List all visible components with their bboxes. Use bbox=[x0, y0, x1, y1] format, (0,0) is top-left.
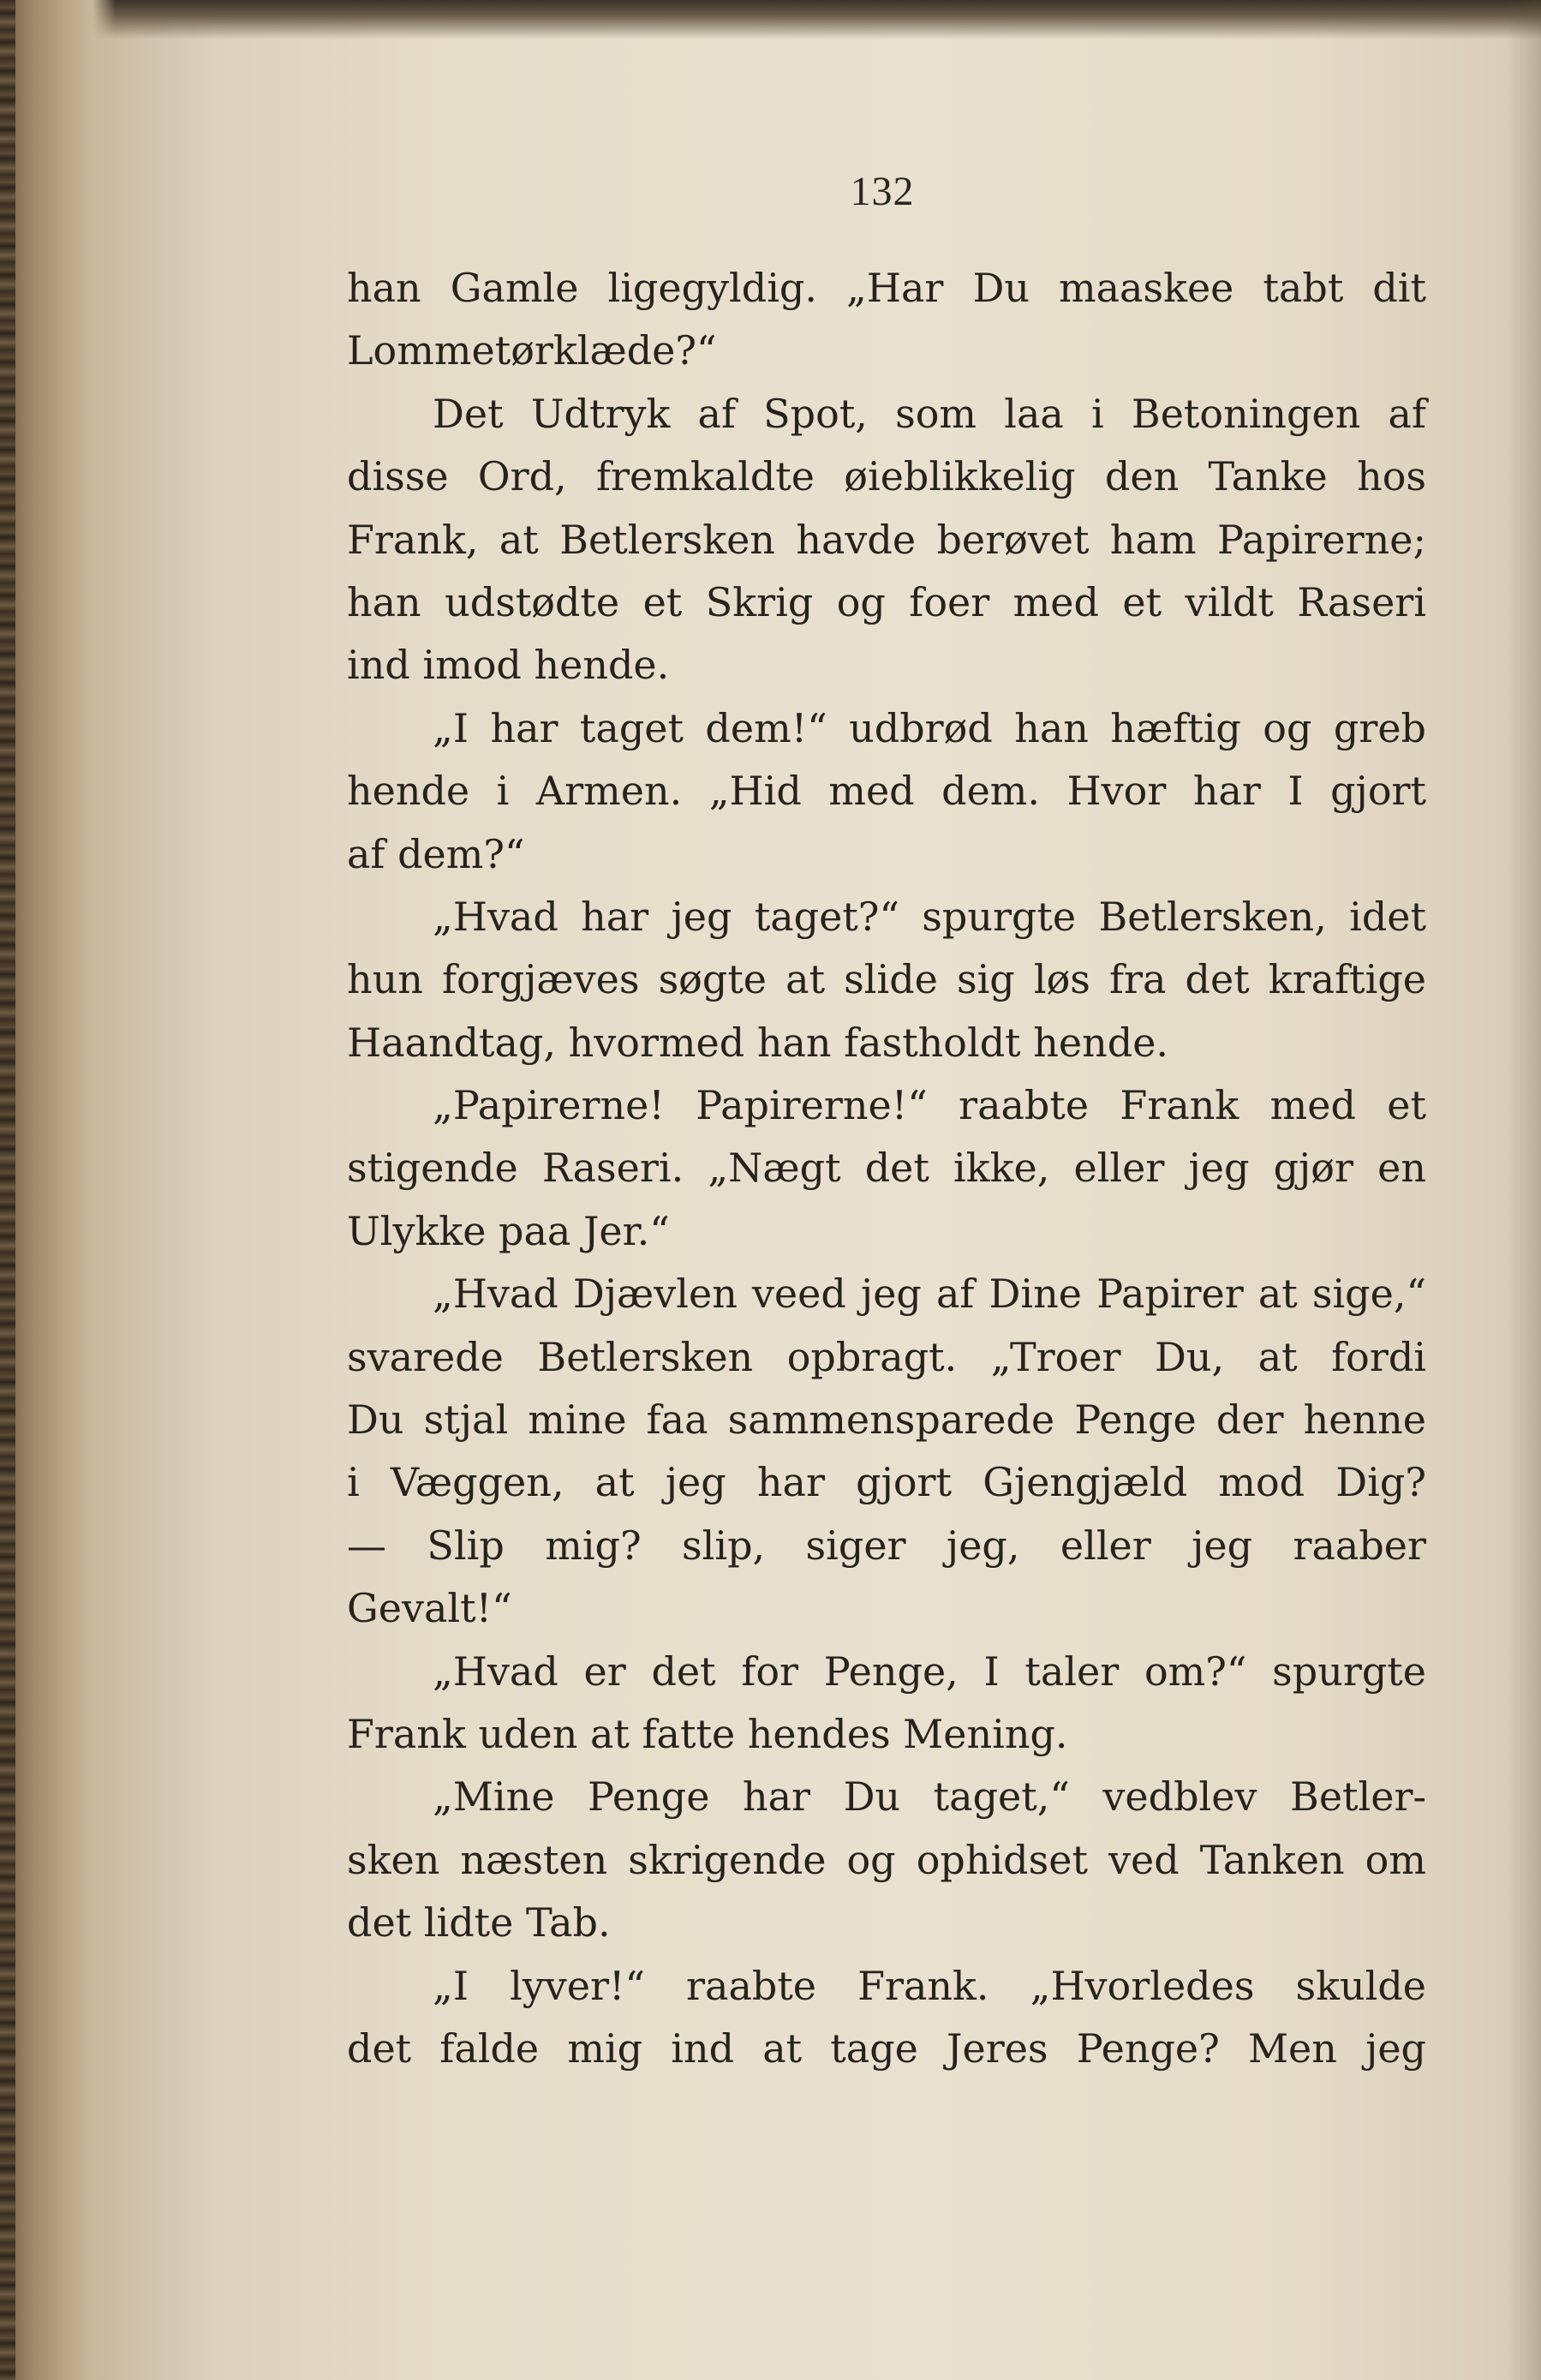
text-line: „I lyver!“ raabte Frank. „Hvorledes skulde bbox=[433, 1962, 1426, 2009]
text-line: svarede Betlersken opbragt. „Troer Du, at fordi bbox=[347, 1333, 1426, 1380]
text-line: Haandtag, hvormed han fastholdt hende. bbox=[347, 1019, 1169, 1066]
text-line: „Hvad er det for Penge, I taler om?“ spurgte bbox=[433, 1647, 1426, 1695]
text-line: „Mine Penge har Du taget,“ vedblev Betler- bbox=[433, 1773, 1426, 1821]
text-line: disse Ord, fremkaldte øieblikkelig den Tanke hos bbox=[347, 453, 1426, 500]
text-line: ind imod hende. bbox=[347, 642, 670, 689]
text-line: „I har taget dem!“ udbrød han hæftig og greb bbox=[433, 704, 1426, 751]
text-line: af dem?“ bbox=[347, 830, 525, 877]
text-line: „Papirerne! Papirerne!“ raabte Frank med et bbox=[433, 1082, 1426, 1129]
text-line: — Slip mig? slip, siger jeg, eller jeg raaber bbox=[347, 1522, 1426, 1569]
text-line: stigende Raseri. „Nægt det ikke, eller jeg gjør en bbox=[347, 1145, 1426, 1192]
text-line: Frank, at Betlersken havde berøvet ham Papirerne; bbox=[347, 516, 1426, 563]
text-line: „Hvad har jeg taget?“ spurgte Betlersken, idet bbox=[433, 893, 1426, 940]
text-line: i Væggen, at jeg har gjort Gjengjæld mod Dig? bbox=[347, 1459, 1426, 1506]
book-spine-gutter bbox=[0, 0, 116, 2380]
text-line: sken næsten skrigende og ophidset ved Tanken om bbox=[347, 1836, 1426, 1883]
text-line: „Hvad Djævlen veed jeg af Dine Papirer at sige,“ bbox=[433, 1271, 1426, 1318]
text-line: hende i Armen. „Hid med dem. Hvor har I gjort bbox=[347, 768, 1426, 815]
page-top-shadow bbox=[0, 0, 1541, 39]
text-line: det lidte Tab. bbox=[347, 1899, 611, 1946]
text-line: Ulykke paa Jer.“ bbox=[347, 1207, 670, 1254]
text-line: han udstødte et Skrig og foer med et vildt Raseri bbox=[347, 578, 1426, 625]
text-line: Gevalt!“ bbox=[347, 1585, 512, 1632]
page-right-edge bbox=[1507, 0, 1541, 2380]
text-line: hun forgjæves søgte at slide sig løs fra det kraftige bbox=[347, 956, 1426, 1003]
page-number: 132 bbox=[850, 169, 915, 214]
page-body-text bbox=[347, 257, 1426, 2080]
text-line: Det Udtryk af Spot, som laa i Betoningen af bbox=[433, 390, 1426, 437]
text-line: Lommetørklæde?“ bbox=[347, 327, 717, 374]
text-line: han Gamle ligegyldig. „Har Du maaskee tabt dit bbox=[347, 265, 1426, 311]
text-line: Frank uden at fatte hendes Mening. bbox=[347, 1710, 1068, 1757]
text-line: det falde mig ind at tage Jeres Penge? Men jeg bbox=[347, 2024, 1426, 2072]
text-line: Du stjal mine faa sammensparede Penge der henne bbox=[347, 1396, 1426, 1444]
book-binding-edge bbox=[0, 0, 15, 2380]
